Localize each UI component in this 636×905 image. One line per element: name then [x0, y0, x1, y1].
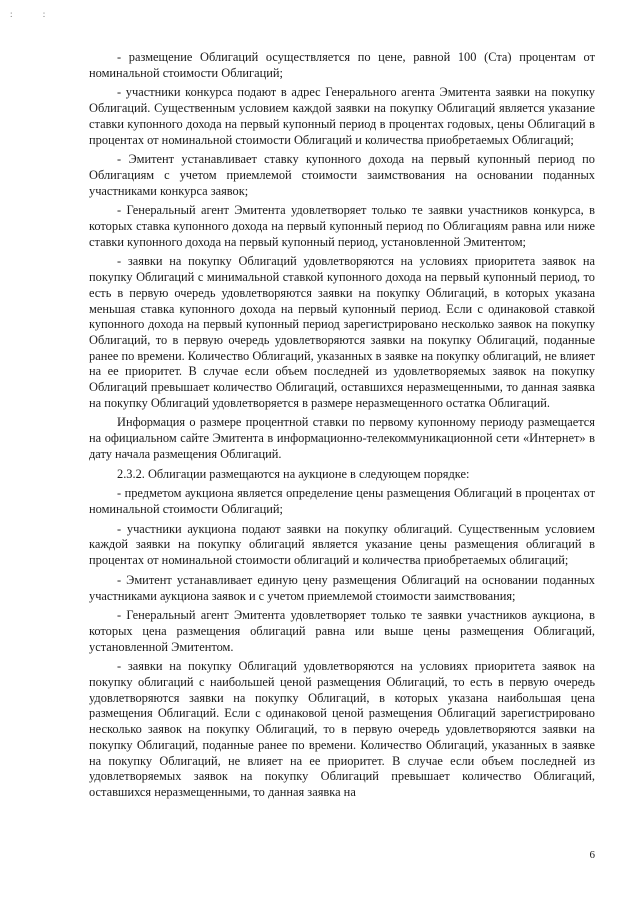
- paragraph: - заявки на покупку Облигаций удовлетворяются на условиях приоритета заявок на покупку облигаций с наибольшей ценой размещения Облигаций, то есть в первую очередь удовлетворяются заявки на покупку Облигаций, в которых указана наибольшая цена размещения Облигаций. Если с одинаковой ценой размещения Облигаций зарегистрировано несколько заявок на покупку Облигаций, то в первую очередь удовлетворяются заявки на покупку Облигаций, поданные ранее по времени. Количество Облигаций, указанных в заявке на покупку Облигаций, не влияет на ее приоритет. В случае если объем последней из удовлетворяемых заявок на покупку Облигаций превышает количество Облигаций, оставшихся неразмещенными, то данная заявка на: [89, 659, 595, 799]
- section-heading: 2.3.2. Облигации размещаются на аукционе в следующем порядке:: [117, 466, 470, 481]
- paragraph: - участники конкурса подают в адрес Генерального агента Эмитента заявки на покупку Облигаций. Существенным условием каждой заявки на покупку Облигаций является указание ставки купонного дохода на первый купонный период в процентах годовых, цены Облигаций в процентах от номинальной стоимости Облигаций и количества приобретаемых Облигаций;: [89, 85, 595, 147]
- paragraph: - Генеральный агент Эмитента удовлетворяет только те заявки участников конкурса, в которых ставка купонного дохода на первый купонный период по Облигациям равна или ниже ставки купонного дохода на первый купонный период, установленной Эмитентом;: [89, 203, 595, 249]
- paragraph: Информация о размере процентной ставки по первому купонному периоду размещается на официальном сайте Эмитента в информационно-телекоммуникационной сети «Интернет» в дату начала размещения Облигаций.: [89, 415, 595, 461]
- scan-marks: : :: [10, 9, 60, 19]
- page-number: 6: [589, 849, 595, 861]
- paragraph: - участники аукциона подают заявки на покупку облигаций. Существенным условием каждой заявки на покупку облигаций является указание цены размещения облигаций в процентах от номинальной стоимости облигаций и количества приобретаемых облигаций;: [89, 521, 595, 568]
- document-body: [89, 50, 595, 805]
- paragraph: - Эмитент устанавливает единую цену размещения Облигаций на основании поданных участниками аукциона заявок и с учетом приемлемой стоимости заимствования;: [89, 572, 595, 603]
- paragraph: - Генеральный агент Эмитента удовлетворяет только те заявки участников аукциона, в которых цена размещения облигаций равна или выше цены размещения Облигаций, установленной Эмитентом.: [89, 608, 595, 654]
- paragraph: - предметом аукциона является определение цены размещения Облигаций в процентах от номинальной стоимости Облигаций;: [89, 486, 595, 516]
- paragraph: - размещение Облигаций осуществляется по цене, равной 100 (Ста) процентам от номинальной стоимости Облигаций;: [89, 50, 595, 80]
- paragraph: - заявки на покупку Облигаций удовлетворяются на условиях приоритета заявок на покупку Облигаций с минимальной ставкой купонного дохода на первый купонный период, то есть в первую очередь удовлетворяются заявки на покупку Облигаций, в которых указана меньшая ставка купонного дохода на первый купонный период. Если с одинаковой ставкой купонного дохода на первый купонный период зарегистрировано несколько заявок на покупку Облигаций, то в первую очередь удовлетворяются заявки на покупку Облигаций, поданные ранее по времени. Количество Облигаций, указанных в заявке на покупку облигаций, не влияет на ее приоритет. В случае если объем последней из удовлетворяемых заявок на покупку Облигаций превышает количество Облигаций, оставшихся неразмещенными, то данная заявка на покупку Облигаций удовлетворяется в размере неразмещенного остатка Облигаций.: [89, 254, 595, 410]
- paragraph: - Эмитент устанавливает ставку купонного дохода на первый купонный период по Облигациям с учетом приемлемой стоимости заимствования на основании поданных участниками конкурса заявок;: [89, 152, 595, 198]
